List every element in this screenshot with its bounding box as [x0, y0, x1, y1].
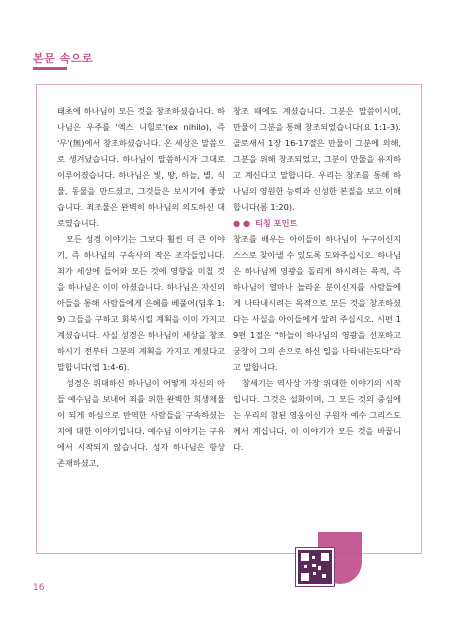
left-paragraph-3: 성경은 위대하신 하나님이 어떻게 자신의 아들 예수님을 보내어 죄를 위한 완벽한 희생제물이 되게 하심으로 반역한 사람들을 구속하셨는지에 대한 이야기입니다. 예수님 이야기는 구유에서 시작되지 않습니다. 성자 하나님은 항상 존재하셨고,	[57, 378, 225, 468]
page-number: 16	[33, 583, 45, 593]
teaching-point-heading	[233, 215, 401, 231]
left-paragraph-2: 모든 성경 이야기는 그보다 훨씬 더 큰 이야기, 즉 하나님의 구속사의 작은 조각들입니다. 죄가 세상에 들어와 모든 것에 영향을 미칠 것을 하나님은 이미 아셨습니다. 하나님은 자신의 아들을 통해 사람들에게 은혜를 베풀어(딤후 1:9) 그들을 구하고 회복시킬 계획을 이미 가지고 계셨습니다. 사실 성경은 하나님이 세상을 창조하시기 전부터 그분의 계획을 가지고 계셨다고 말합니다(엡 1:4-6).	[57, 234, 225, 372]
teaching-point-label: 티칭 포인트	[255, 218, 298, 228]
title-underline	[33, 67, 67, 70]
bullet-dots-icon: ● ●	[233, 218, 251, 228]
section-title: 본문 속으로	[33, 52, 93, 65]
left-paragraph-1: 태초에 하나님이 모든 것을 창조하셨습니다. 하나님은 우주를 '엑스 니힐로'(ex nihilo), 즉 '무'(無)에서 창조하셨습니다. 온 세상은 말씀으로 생겨났습니다. 하나님이 말씀하시자 그대로 이루어졌습니다. 하나님은 빛, 땅, 하늘, 별, 식물, 동물을 만드셨고, 그것들은 보시기에 좋았습니다. 죄조물은 완벽히 하나님의 의도하신 대로였습니다.	[57, 106, 225, 228]
right-column	[233, 103, 401, 455]
content-frame	[36, 84, 422, 554]
right-paragraph-1: 창조 때에도 계셨습니다. 그분은 말씀이시며, 만물이 그분을 통해 창조되었습니다(요 1:1-3). 골로새서 1장 16-17절은 만물이 그분에 의해, 그분을 위해 창조되었고, 그분이 만물을 유지하고 계신다고 말합니다. 우리는 창조를 통해 하나님의 영원한 능력과 신성한 본질을 보고 이해합니다(롬 1:20).	[233, 106, 401, 212]
qr-code-icon[interactable]	[296, 548, 334, 586]
right-paragraph-2: 창조를 배우는 아이들이 하나님이 누구이신지 스스로 찾아낼 수 있도록 도와주십시오. 하나님은 하나님께 영광을 돌리게 하시려는 목적, 즉 하나님이 얼마나 놀라운 분이신지를 사람들에게 나타내시려는 목적으로 모든 것을 창조하셨다는 사실을 아이들에게 알려 주십시오. 시편 19편 1절은 "하늘이 하나님의 영광을 선포하고 궁창이 그의 손으로 하신 일을 나타내는도다"라고 말합니다.	[233, 234, 401, 372]
left-column	[57, 103, 225, 471]
right-paragraph-3: 창세기는 역사상 가장 위대한 이야기의 시작입니다. 그것은 설화이며, 그 모든 것의 중심에는 우리의 참된 영웅이신 구원자 예수 그리스도께서 계십니다. 이 이야기가 모든 것을 바꿉니다.	[233, 378, 401, 452]
